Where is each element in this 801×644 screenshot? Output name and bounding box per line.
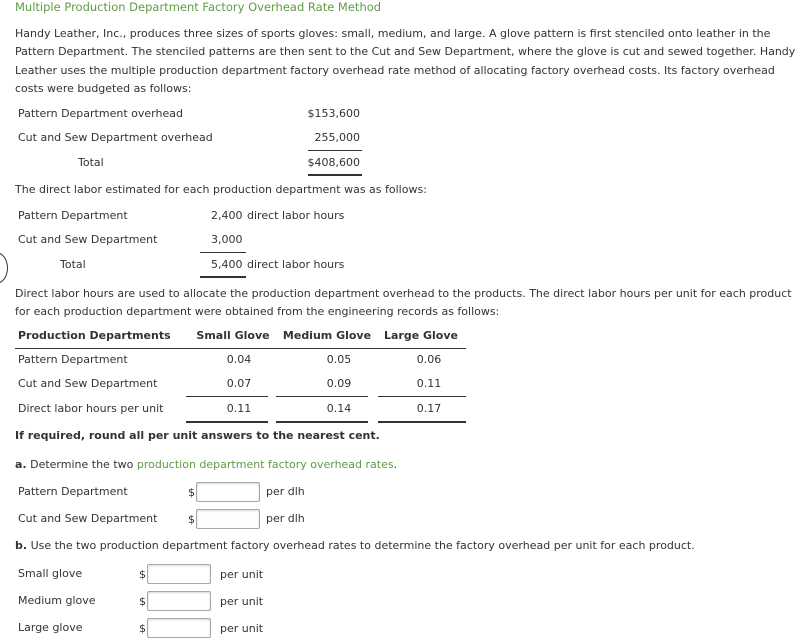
header-rule (15, 348, 466, 349)
part-a-row-label: Cut and Sew Department (18, 512, 158, 525)
part-b-text: Use the two production department factory overhead rates to determine the factory overhead per unit for each product. (30, 539, 695, 552)
page-title: Multiple Production Department Factory Overhead Rate Method (15, 0, 382, 14)
labor-row-label: Cut and Sew Department (18, 233, 158, 246)
part-b-row-label: Large glove (18, 621, 83, 634)
part-b-letter: b. (15, 539, 28, 552)
budget-row-value: 255,000 (314, 131, 360, 144)
pattern-rate-input[interactable] (196, 482, 260, 502)
currency-symbol: $ (139, 595, 146, 608)
subtotal-rule (276, 396, 368, 397)
dlh-cell: 0.17 (416, 402, 442, 415)
dlh-cell: 0.06 (416, 353, 442, 366)
labor-row-value: 2,400 (211, 209, 243, 222)
dlh-cell: 0.04 (226, 353, 252, 366)
total-double-rule (186, 421, 268, 423)
unit-label: per dlh (266, 485, 305, 498)
intro-paragraph: Handy Leather, Inc., produces three sizes of sports gloves: small, medium, and large. A glove pattern is first stenciled onto leather in the Pattern Department. The stenciled patterns are then sent to the Cut and Sew Department, where the glove is cut and sewed together. Handy Leather uses the multiple production department factory overhead rate method of allocating factory overhead costs. Its factory overhead costs were budgeted as follows: (15, 27, 796, 95)
part-a-row-label: Pattern Department (18, 485, 128, 498)
currency-symbol: $ (139, 568, 146, 581)
part-b-row-label: Medium glove (18, 594, 96, 607)
medium-glove-overhead-input[interactable] (147, 591, 211, 611)
dlh-header-small: Small Glove (196, 329, 270, 342)
budget-total-value: $408,600 (307, 156, 360, 169)
budget-total-label: Total (78, 156, 104, 169)
unit-label: per unit (220, 622, 264, 635)
dlh-row-label: Direct labor hours per unit (18, 402, 164, 415)
part-a-prompt (15, 458, 397, 471)
currency-symbol: $ (139, 622, 146, 635)
large-glove-overhead-input[interactable] (147, 618, 211, 638)
currency-symbol: $ (188, 513, 195, 526)
dlh-cell: 0.11 (416, 377, 442, 390)
dlh-header-medium: Medium Glove (282, 329, 372, 342)
labor-total-label: Total (60, 258, 86, 271)
labor-total-unit: direct labor hours (247, 258, 345, 271)
dlh-header-large: Large Glove (383, 329, 458, 342)
subtotal-rule (186, 396, 268, 397)
unit-label: per dlh (266, 512, 305, 525)
part-a-text: Determine the two (30, 458, 134, 471)
part-b-row-label: Small glove (18, 567, 83, 580)
cut-sew-rate-input[interactable] (196, 509, 260, 529)
part-a-period: . (393, 458, 398, 471)
rounding-note: If required, round all per unit answers to the nearest cent. (15, 429, 380, 442)
labor-row-label: Pattern Department (18, 209, 128, 222)
total-double-rule (276, 421, 368, 423)
labor-total-value: 5,400 (211, 258, 243, 271)
dlh-row-label: Pattern Department (18, 353, 128, 366)
subtotal-rule (308, 150, 362, 151)
currency-symbol: $ (188, 486, 195, 499)
budget-row-value: $153,600 (307, 107, 360, 120)
dlh-cell: 0.14 (326, 402, 352, 415)
dlh-intro-paragraph: Direct labor hours are used to allocate the production department overhead to the products. The direct labor hours per unit for each product for each production department were obtained from the engineering records as follows: (15, 287, 792, 319)
total-double-rule (308, 174, 362, 176)
total-double-rule (200, 276, 246, 278)
part-b-prompt (15, 539, 695, 552)
total-double-rule (378, 421, 466, 423)
subtotal-rule (378, 396, 466, 397)
labor-intro: The direct labor estimated for each production department was as follows: (15, 183, 427, 196)
small-glove-overhead-input[interactable] (147, 564, 211, 584)
dlh-cell: 0.05 (326, 353, 352, 366)
labor-row-value: 3,000 (211, 233, 243, 246)
margin-marker (0, 252, 8, 284)
part-a-letter: a. (15, 458, 27, 471)
subtotal-rule (200, 252, 246, 253)
rate-term-link[interactable]: production department factory overhead rates (136, 458, 394, 471)
budget-row-label: Pattern Department overhead (18, 107, 183, 120)
dlh-header-dept: Production Departments (18, 329, 171, 342)
budget-row-label: Cut and Sew Department overhead (18, 131, 213, 144)
dlh-cell: 0.09 (326, 377, 352, 390)
dlh-row-label: Cut and Sew Department (18, 377, 158, 390)
unit-label: per unit (220, 595, 264, 608)
labor-row-unit: direct labor hours (247, 209, 345, 222)
dlh-cell: 0.11 (226, 402, 252, 415)
unit-label: per unit (220, 568, 264, 581)
dlh-cell: 0.07 (226, 377, 252, 390)
